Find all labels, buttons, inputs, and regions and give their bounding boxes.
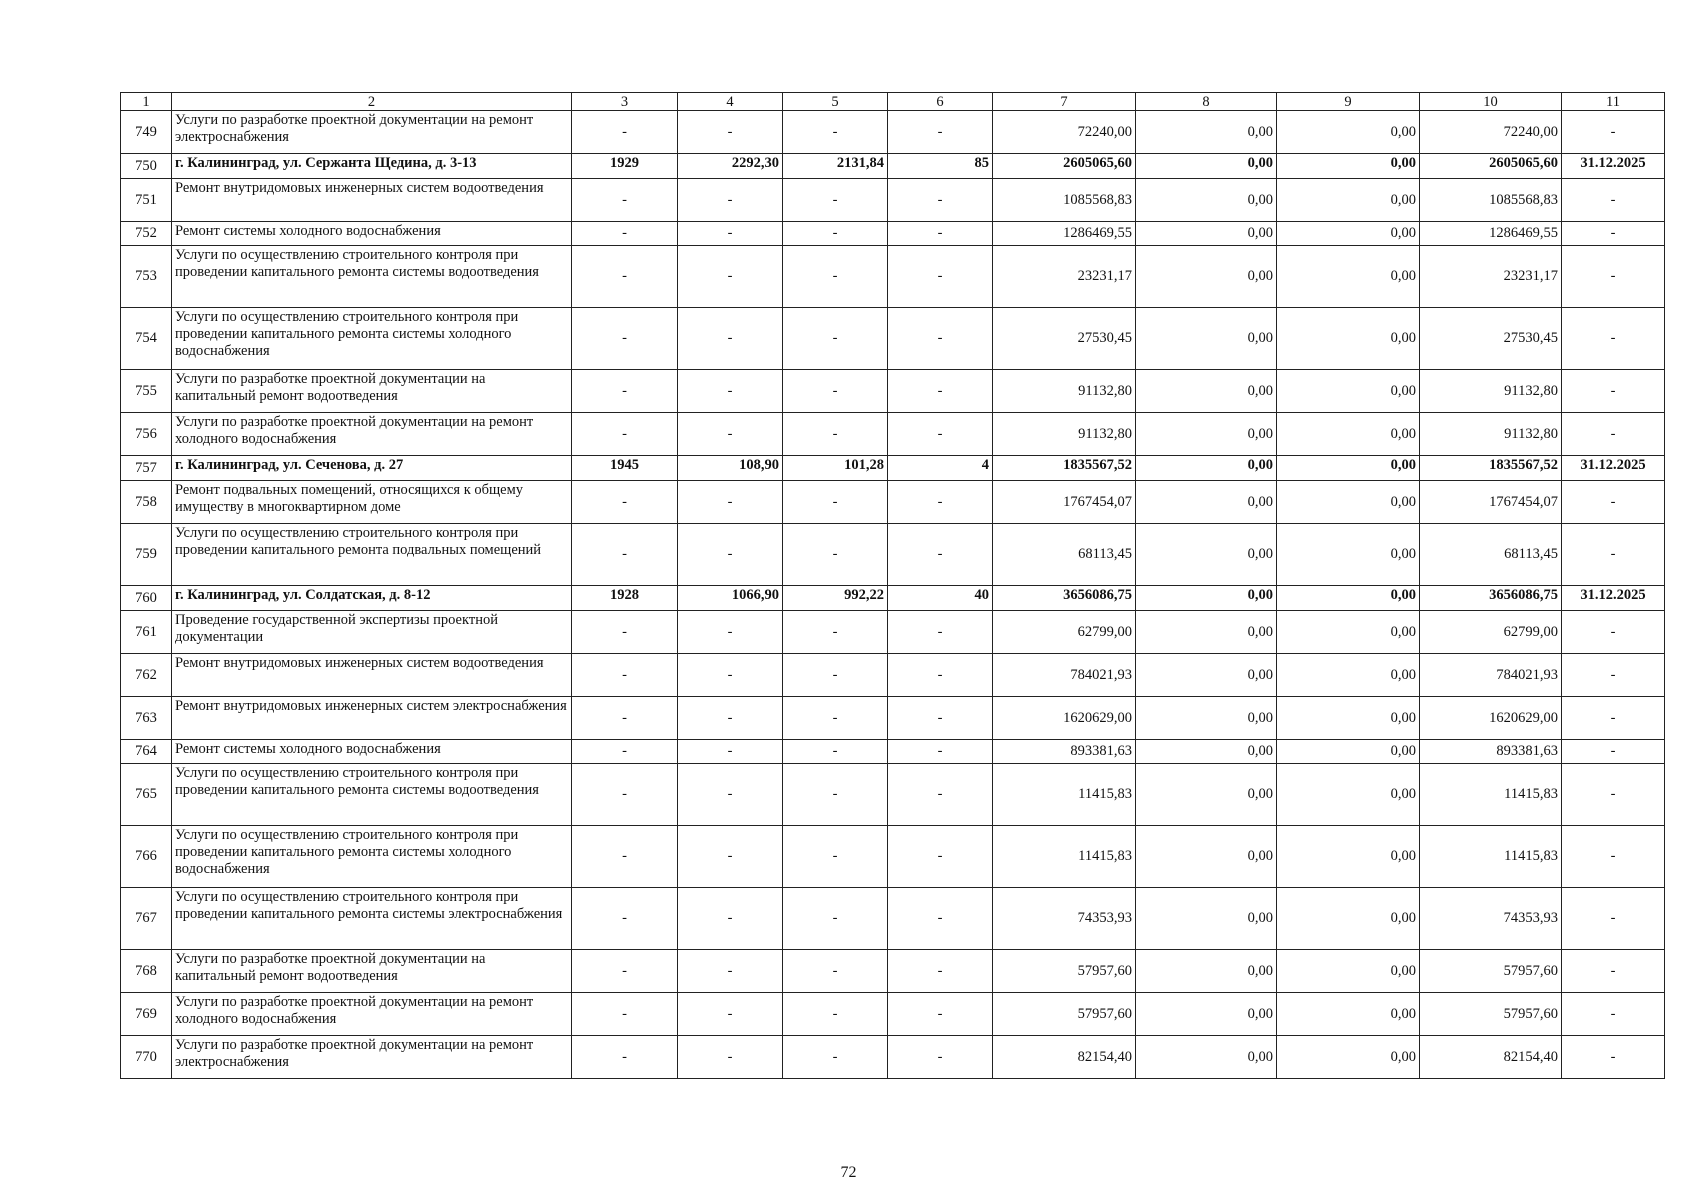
col-9-cell: 0,00 — [1277, 611, 1420, 654]
col-8-cell: 0,00 — [1136, 111, 1277, 154]
col-11-cell: - — [1562, 370, 1665, 413]
work-name-cell: Услуги по осуществлению строительного контроля при проведении капитального ремонта системы холодного водоснабжения — [172, 826, 572, 888]
col-8-cell: 0,00 — [1136, 611, 1277, 654]
col-8-cell: 0,00 — [1136, 950, 1277, 993]
col-3-cell: - — [572, 1036, 678, 1079]
col-9-cell: 0,00 — [1277, 826, 1420, 888]
col-6-cell: - — [888, 611, 993, 654]
col-8-cell: 0,00 — [1136, 179, 1277, 222]
col-7-cell: 91132,80 — [993, 413, 1136, 456]
table-row — [121, 179, 1665, 222]
row-number-cell: 770 — [121, 1036, 172, 1079]
col-7-cell: 62799,00 — [993, 611, 1136, 654]
column-header-1: 1 — [121, 93, 172, 111]
col-8-cell: 0,00 — [1136, 524, 1277, 586]
col-4-cell: - — [678, 654, 783, 697]
col-10-cell: 784021,93 — [1420, 654, 1562, 697]
table-row — [121, 697, 1665, 740]
col-7-cell: 11415,83 — [993, 764, 1136, 826]
col-3-cell: - — [572, 993, 678, 1036]
col-4-cell: - — [678, 764, 783, 826]
col-3-cell: - — [572, 246, 678, 308]
col-8-cell: 0,00 — [1136, 154, 1277, 179]
work-name-cell: Ремонт системы холодного водоснабжения — [172, 222, 572, 246]
column-header-9: 9 — [1277, 93, 1420, 111]
row-number-cell: 749 — [121, 111, 172, 154]
col-6-cell: - — [888, 481, 993, 524]
column-header-5: 5 — [783, 93, 888, 111]
address-row — [121, 456, 1665, 481]
col-6-cell: - — [888, 413, 993, 456]
col-3-cell: - — [572, 740, 678, 764]
col-10-cell: 91132,80 — [1420, 413, 1562, 456]
row-number-cell: 769 — [121, 993, 172, 1036]
work-name-cell: Ремонт подвальных помещений, относящихся к общему имуществу в многоквартирном доме — [172, 481, 572, 524]
col-10-cell: 68113,45 — [1420, 524, 1562, 586]
col-3-cell: - — [572, 481, 678, 524]
col-9-cell: 0,00 — [1277, 413, 1420, 456]
col-7-cell: 3656086,75 — [993, 586, 1136, 611]
col-4-cell: - — [678, 481, 783, 524]
col-4-cell: - — [678, 611, 783, 654]
address-row — [121, 154, 1665, 179]
col-4-cell: - — [678, 826, 783, 888]
col-6-cell: 85 — [888, 154, 993, 179]
table-row — [121, 740, 1665, 764]
col-8-cell: 0,00 — [1136, 654, 1277, 697]
col-8-cell: 0,00 — [1136, 586, 1277, 611]
table-row — [121, 1036, 1665, 1079]
col-11-cell: - — [1562, 524, 1665, 586]
col-4-cell: - — [678, 308, 783, 370]
col-9-cell: 0,00 — [1277, 308, 1420, 370]
col-9-cell: 0,00 — [1277, 246, 1420, 308]
col-10-cell: 23231,17 — [1420, 246, 1562, 308]
col-11-cell: - — [1562, 740, 1665, 764]
col-5-cell: - — [783, 524, 888, 586]
table-row — [121, 222, 1665, 246]
col-11-cell: - — [1562, 111, 1665, 154]
col-9-cell: 0,00 — [1277, 524, 1420, 586]
col-3-cell: - — [572, 222, 678, 246]
work-name-cell: Ремонт внутридомовых инженерных систем водоотведения — [172, 179, 572, 222]
table-row — [121, 413, 1665, 456]
col-9-cell: 0,00 — [1277, 481, 1420, 524]
col-6-cell: - — [888, 826, 993, 888]
col-7-cell: 1085568,83 — [993, 179, 1136, 222]
col-4-cell: - — [678, 697, 783, 740]
col-5-cell: - — [783, 308, 888, 370]
col-6-cell: - — [888, 764, 993, 826]
row-number-cell: 760 — [121, 586, 172, 611]
col-6-cell: - — [888, 246, 993, 308]
col-10-cell: 11415,83 — [1420, 826, 1562, 888]
row-number-cell: 757 — [121, 456, 172, 481]
work-name-cell: Услуги по осуществлению строительного контроля при проведении капитального ремонта системы холодного водоснабжения — [172, 308, 572, 370]
row-number-cell: 768 — [121, 950, 172, 993]
col-6-cell: - — [888, 993, 993, 1036]
col-4-cell: - — [678, 111, 783, 154]
col-4-cell: - — [678, 1036, 783, 1079]
col-6-cell: 4 — [888, 456, 993, 481]
column-header-8: 8 — [1136, 93, 1277, 111]
col-9-cell: 0,00 — [1277, 111, 1420, 154]
col-5-cell: - — [783, 740, 888, 764]
col-6-cell: - — [888, 111, 993, 154]
table-row — [121, 111, 1665, 154]
row-number-cell: 752 — [121, 222, 172, 246]
work-name-cell: Услуги по разработке проектной документации на ремонт электроснабжения — [172, 1036, 572, 1079]
row-number-cell: 767 — [121, 888, 172, 950]
col-8-cell: 0,00 — [1136, 370, 1277, 413]
col-7-cell: 57957,60 — [993, 993, 1136, 1036]
col-5-cell: - — [783, 826, 888, 888]
col-5-cell: - — [783, 1036, 888, 1079]
col-9-cell: 0,00 — [1277, 993, 1420, 1036]
col-7-cell: 11415,83 — [993, 826, 1136, 888]
col-5-cell: - — [783, 993, 888, 1036]
col-9-cell: 0,00 — [1277, 740, 1420, 764]
col-10-cell: 2605065,60 — [1420, 154, 1562, 179]
col-4-cell: - — [678, 179, 783, 222]
col-11-cell: - — [1562, 611, 1665, 654]
col-11-cell: 31.12.2025 — [1562, 586, 1665, 611]
col-8-cell: 0,00 — [1136, 826, 1277, 888]
col-11-cell: - — [1562, 826, 1665, 888]
col-5-cell: - — [783, 246, 888, 308]
col-3-cell: - — [572, 654, 678, 697]
col-10-cell: 57957,60 — [1420, 950, 1562, 993]
work-name-cell: г. Калининград, ул. Сеченова, д. 27 — [172, 456, 572, 481]
work-name-cell: Услуги по разработке проектной документации на капитальный ремонт водоотведения — [172, 370, 572, 413]
col-5-cell: - — [783, 764, 888, 826]
col-11-cell: - — [1562, 481, 1665, 524]
col-10-cell: 11415,83 — [1420, 764, 1562, 826]
col-10-cell: 1286469,55 — [1420, 222, 1562, 246]
col-4-cell: - — [678, 370, 783, 413]
col-9-cell: 0,00 — [1277, 764, 1420, 826]
work-name-cell: Ремонт системы холодного водоснабжения — [172, 740, 572, 764]
col-7-cell: 57957,60 — [993, 950, 1136, 993]
work-name-cell: Услуги по осуществлению строительного контроля при проведении капитального ремонта системы водоотведения — [172, 246, 572, 308]
col-4-cell: 108,90 — [678, 456, 783, 481]
col-6-cell: - — [888, 950, 993, 993]
col-6-cell: - — [888, 308, 993, 370]
work-name-cell: Услуги по осуществлению строительного контроля при проведении капитального ремонта системы электроснабжения — [172, 888, 572, 950]
work-name-cell: Услуги по разработке проектной документации на ремонт холодного водоснабжения — [172, 993, 572, 1036]
col-7-cell: 2605065,60 — [993, 154, 1136, 179]
col-6-cell: - — [888, 888, 993, 950]
col-7-cell: 74353,93 — [993, 888, 1136, 950]
column-header-3: 3 — [572, 93, 678, 111]
col-6-cell: - — [888, 370, 993, 413]
col-11-cell: - — [1562, 950, 1665, 993]
col-10-cell: 27530,45 — [1420, 308, 1562, 370]
col-8-cell: 0,00 — [1136, 888, 1277, 950]
col-4-cell: - — [678, 524, 783, 586]
col-7-cell: 27530,45 — [993, 308, 1136, 370]
col-11-cell: - — [1562, 654, 1665, 697]
col-6-cell: 40 — [888, 586, 993, 611]
table-row — [121, 950, 1665, 993]
work-name-cell: Услуги по осуществлению строительного контроля при проведении капитального ремонта системы водоотведения — [172, 764, 572, 826]
table-row — [121, 888, 1665, 950]
col-4-cell: - — [678, 246, 783, 308]
col-3-cell: - — [572, 764, 678, 826]
col-6-cell: - — [888, 1036, 993, 1079]
col-11-cell: - — [1562, 246, 1665, 308]
column-header-10: 10 — [1420, 93, 1562, 111]
col-10-cell: 1620629,00 — [1420, 697, 1562, 740]
row-number-cell: 765 — [121, 764, 172, 826]
col-6-cell: - — [888, 740, 993, 764]
col-7-cell: 1767454,07 — [993, 481, 1136, 524]
row-number-cell: 762 — [121, 654, 172, 697]
col-3-cell: - — [572, 611, 678, 654]
column-header-6: 6 — [888, 93, 993, 111]
col-3-cell: - — [572, 524, 678, 586]
col-4-cell: - — [678, 993, 783, 1036]
work-schedule-table — [120, 92, 1665, 1079]
col-5-cell: 992,22 — [783, 586, 888, 611]
row-number-cell: 756 — [121, 413, 172, 456]
col-8-cell: 0,00 — [1136, 481, 1277, 524]
col-4-cell: 1066,90 — [678, 586, 783, 611]
table-row — [121, 524, 1665, 586]
work-name-cell: Услуги по осуществлению строительного контроля при проведении капитального ремонта подвальных помещений — [172, 524, 572, 586]
col-11-cell: - — [1562, 1036, 1665, 1079]
col-7-cell: 68113,45 — [993, 524, 1136, 586]
row-number-cell: 753 — [121, 246, 172, 308]
col-5-cell: - — [783, 654, 888, 697]
col-4-cell: - — [678, 740, 783, 764]
row-number-cell: 755 — [121, 370, 172, 413]
col-9-cell: 0,00 — [1277, 654, 1420, 697]
col-11-cell: - — [1562, 308, 1665, 370]
col-9-cell: 0,00 — [1277, 586, 1420, 611]
col-3-cell: - — [572, 111, 678, 154]
work-name-cell: Проведение государственной экспертизы проектной документации — [172, 611, 572, 654]
col-5-cell: - — [783, 611, 888, 654]
col-9-cell: 0,00 — [1277, 154, 1420, 179]
col-4-cell: - — [678, 888, 783, 950]
col-4-cell: - — [678, 413, 783, 456]
work-name-cell: Услуги по разработке проектной документации на ремонт электроснабжения — [172, 111, 572, 154]
table-row — [121, 764, 1665, 826]
col-8-cell: 0,00 — [1136, 246, 1277, 308]
col-9-cell: 0,00 — [1277, 370, 1420, 413]
col-11-cell: - — [1562, 697, 1665, 740]
col-9-cell: 0,00 — [1277, 222, 1420, 246]
table-body — [121, 93, 1665, 1079]
address-row — [121, 586, 1665, 611]
page-number: 72 — [840, 1164, 857, 1181]
col-7-cell: 82154,40 — [993, 1036, 1136, 1079]
col-10-cell: 72240,00 — [1420, 111, 1562, 154]
col-11-cell: 31.12.2025 — [1562, 456, 1665, 481]
col-8-cell: 0,00 — [1136, 308, 1277, 370]
col-3-cell: - — [572, 308, 678, 370]
col-6-cell: - — [888, 654, 993, 697]
col-3-cell: - — [572, 413, 678, 456]
col-8-cell: 0,00 — [1136, 456, 1277, 481]
col-9-cell: 0,00 — [1277, 179, 1420, 222]
col-5-cell: - — [783, 222, 888, 246]
col-4-cell: - — [678, 222, 783, 246]
col-5-cell: - — [783, 370, 888, 413]
table-row — [121, 611, 1665, 654]
table-row — [121, 993, 1665, 1036]
col-9-cell: 0,00 — [1277, 950, 1420, 993]
table-row — [121, 481, 1665, 524]
row-number-cell: 750 — [121, 154, 172, 179]
row-number-cell: 766 — [121, 826, 172, 888]
col-7-cell: 1286469,55 — [993, 222, 1136, 246]
col-10-cell: 62799,00 — [1420, 611, 1562, 654]
col-7-cell: 1620629,00 — [993, 697, 1136, 740]
col-11-cell: - — [1562, 413, 1665, 456]
col-3-cell: - — [572, 826, 678, 888]
col-8-cell: 0,00 — [1136, 413, 1277, 456]
work-name-cell: г. Калининград, ул. Солдатская, д. 8-12 — [172, 586, 572, 611]
column-header-7: 7 — [993, 93, 1136, 111]
col-9-cell: 0,00 — [1277, 697, 1420, 740]
table-row — [121, 370, 1665, 413]
col-7-cell: 91132,80 — [993, 370, 1136, 413]
col-8-cell: 0,00 — [1136, 1036, 1277, 1079]
col-5-cell: 2131,84 — [783, 154, 888, 179]
col-7-cell: 72240,00 — [993, 111, 1136, 154]
column-header-11: 11 — [1562, 93, 1665, 111]
row-number-cell: 754 — [121, 308, 172, 370]
work-name-cell: г. Калининград, ул. Сержанта Щедина, д. 3-13 — [172, 154, 572, 179]
work-name-cell: Услуги по разработке проектной документации на ремонт холодного водоснабжения — [172, 413, 572, 456]
col-5-cell: - — [783, 481, 888, 524]
col-8-cell: 0,00 — [1136, 697, 1277, 740]
col-3-cell: - — [572, 179, 678, 222]
row-number-cell: 759 — [121, 524, 172, 586]
col-8-cell: 0,00 — [1136, 222, 1277, 246]
col-11-cell: - — [1562, 993, 1665, 1036]
col-3-cell: 1945 — [572, 456, 678, 481]
col-5-cell: - — [783, 111, 888, 154]
col-9-cell: 0,00 — [1277, 1036, 1420, 1079]
column-header-4: 4 — [678, 93, 783, 111]
col-5-cell: 101,28 — [783, 456, 888, 481]
col-3-cell: 1929 — [572, 154, 678, 179]
col-11-cell: 31.12.2025 — [1562, 154, 1665, 179]
col-5-cell: - — [783, 413, 888, 456]
col-11-cell: - — [1562, 179, 1665, 222]
col-3-cell: - — [572, 370, 678, 413]
col-10-cell: 1835567,52 — [1420, 456, 1562, 481]
col-5-cell: - — [783, 179, 888, 222]
work-name-cell: Услуги по разработке проектной документации на капитальный ремонт водоотведения — [172, 950, 572, 993]
row-number-cell: 751 — [121, 179, 172, 222]
col-6-cell: - — [888, 179, 993, 222]
col-10-cell: 91132,80 — [1420, 370, 1562, 413]
col-4-cell: - — [678, 950, 783, 993]
col-6-cell: - — [888, 697, 993, 740]
row-number-cell: 761 — [121, 611, 172, 654]
col-5-cell: - — [783, 950, 888, 993]
work-name-cell: Ремонт внутридомовых инженерных систем электроснабжения — [172, 697, 572, 740]
col-7-cell: 1835567,52 — [993, 456, 1136, 481]
col-7-cell: 893381,63 — [993, 740, 1136, 764]
col-3-cell: 1928 — [572, 586, 678, 611]
col-6-cell: - — [888, 222, 993, 246]
col-7-cell: 23231,17 — [993, 246, 1136, 308]
work-name-cell: Ремонт внутридомовых инженерных систем водоотведения — [172, 654, 572, 697]
column-header-2: 2 — [172, 93, 572, 111]
col-4-cell: 2292,30 — [678, 154, 783, 179]
row-number-cell: 764 — [121, 740, 172, 764]
col-11-cell: - — [1562, 888, 1665, 950]
col-10-cell: 893381,63 — [1420, 740, 1562, 764]
col-3-cell: - — [572, 950, 678, 993]
table-row — [121, 308, 1665, 370]
col-8-cell: 0,00 — [1136, 764, 1277, 826]
col-5-cell: - — [783, 697, 888, 740]
col-3-cell: - — [572, 697, 678, 740]
table-row — [121, 246, 1665, 308]
col-6-cell: - — [888, 524, 993, 586]
col-8-cell: 0,00 — [1136, 740, 1277, 764]
table-row — [121, 826, 1665, 888]
table-row — [121, 654, 1665, 697]
col-10-cell: 1767454,07 — [1420, 481, 1562, 524]
col-8-cell: 0,00 — [1136, 993, 1277, 1036]
col-10-cell: 74353,93 — [1420, 888, 1562, 950]
row-number-cell: 758 — [121, 481, 172, 524]
col-10-cell: 1085568,83 — [1420, 179, 1562, 222]
col-5-cell: - — [783, 888, 888, 950]
col-9-cell: 0,00 — [1277, 456, 1420, 481]
col-7-cell: 784021,93 — [993, 654, 1136, 697]
col-10-cell: 57957,60 — [1420, 993, 1562, 1036]
col-11-cell: - — [1562, 764, 1665, 826]
column-number-header-row — [121, 93, 1665, 111]
col-11-cell: - — [1562, 222, 1665, 246]
col-9-cell: 0,00 — [1277, 888, 1420, 950]
col-3-cell: - — [572, 888, 678, 950]
col-10-cell: 82154,40 — [1420, 1036, 1562, 1079]
row-number-cell: 763 — [121, 697, 172, 740]
col-10-cell: 3656086,75 — [1420, 586, 1562, 611]
